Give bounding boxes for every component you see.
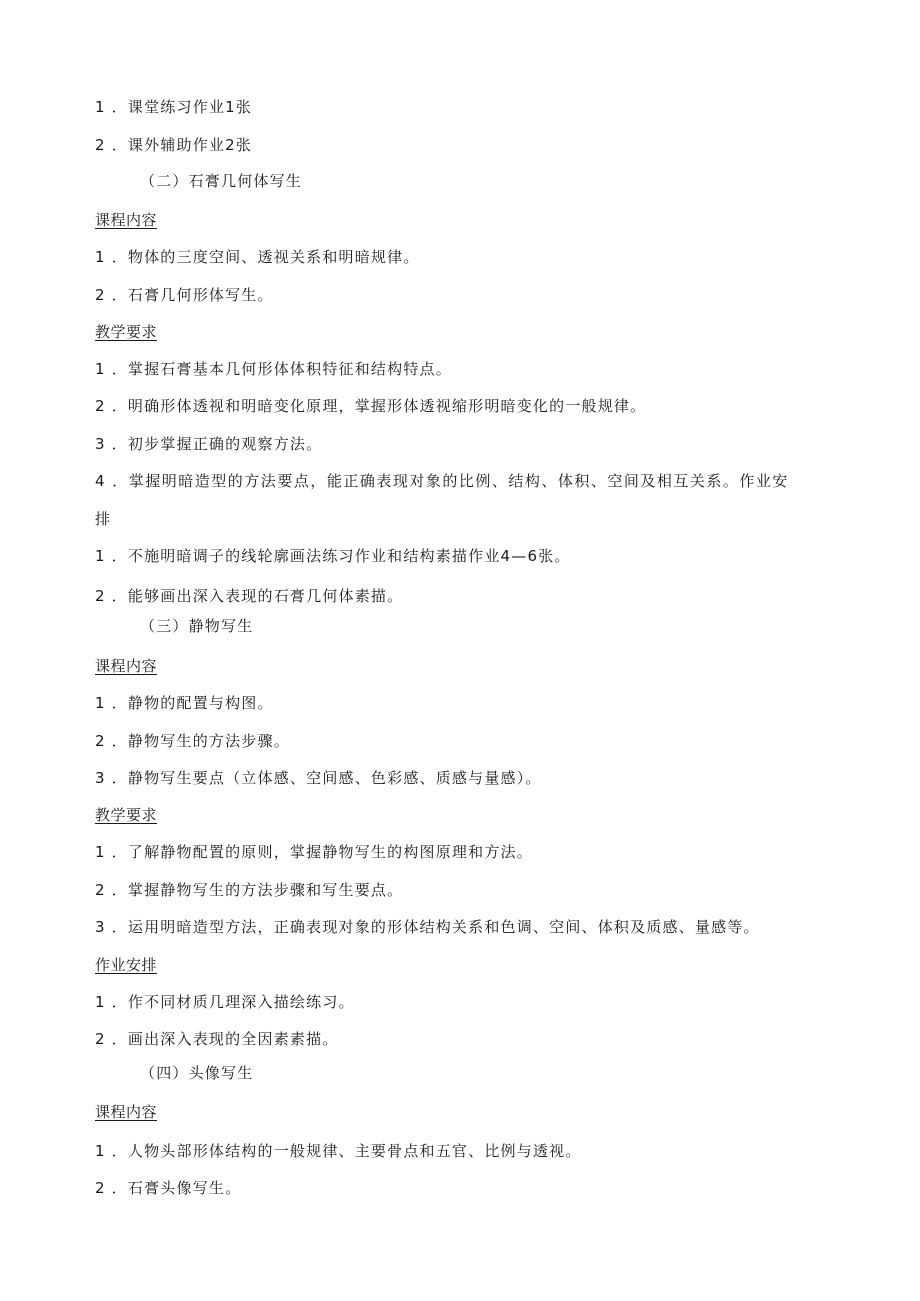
section-heading: 课程内容	[95, 657, 158, 675]
list-item: 4 ．掌握明暗造型的方法要点，能正确表现对象的比例、结构、体积、空间及相互关系。作业安	[95, 472, 789, 490]
section-title: （三）静物写生	[140, 617, 254, 635]
list-item: 2 ．画出深入表现的全因素素描。	[95, 1030, 339, 1048]
list-item: 1 ．人物头部形体结构的一般规律、主要骨点和五官、比例与透视。	[95, 1142, 582, 1160]
list-item: 1 ．作不同材质几理深入描绘练习。	[95, 993, 355, 1011]
list-item: 2 ．静物写生的方法步骤。	[95, 732, 290, 750]
list-item: 1 ．不施明暗调子的线轮廓画法练习作业和结构素描作业4—6张。	[95, 547, 571, 565]
list-item: 1 ．静物的配置与构图。	[95, 694, 274, 712]
section-heading: 教学要求	[95, 806, 158, 824]
list-item-continuation: 排	[95, 510, 112, 528]
list-item: 3 ．初步掌握正确的观察方法。	[95, 435, 323, 453]
section-heading: 课程内容	[95, 1103, 158, 1121]
section-heading: 教学要求	[95, 323, 158, 341]
list-item: 2 ．掌握静物写生的方法步骤和写生要点。	[95, 881, 404, 899]
section-heading: 课程内容	[95, 211, 158, 229]
list-item: 2 ．课外辅助作业2张	[95, 136, 253, 154]
list-item: 3 ．静物写生要点（立体感、空间感、色彩感、质感与量感）。	[95, 769, 542, 787]
list-item: 2 ．石膏头像写生。	[95, 1179, 242, 1197]
list-item: 1 ．掌握石膏基本几何形体体积特征和结构特点。	[95, 360, 452, 378]
section-title: （二）石膏几何体写生	[140, 172, 303, 190]
section-title: （四）头像写生	[140, 1064, 254, 1082]
list-item: 3 ．运用明暗造型方法，正确表现对象的形体结构关系和色调、空间、体积及质感、量感等。	[95, 918, 760, 936]
list-item: 1 ．物体的三度空间、透视关系和明暗规律。	[95, 248, 420, 266]
list-item: 2 ．明确形体透视和明暗变化原理，掌握形体透视缩形明暗变化的一般规律。	[95, 397, 647, 415]
list-item: 2 ．能够画出深入表现的石膏几何体素描。	[95, 587, 404, 605]
list-item: 1 ．课堂练习作业1张	[95, 98, 253, 116]
section-heading: 作业安排	[95, 956, 158, 974]
list-item: 2 ．石膏几何形体写生。	[95, 286, 274, 304]
list-item: 1 ．了解静物配置的原则，掌握静物写生的构图原理和方法。	[95, 843, 533, 861]
